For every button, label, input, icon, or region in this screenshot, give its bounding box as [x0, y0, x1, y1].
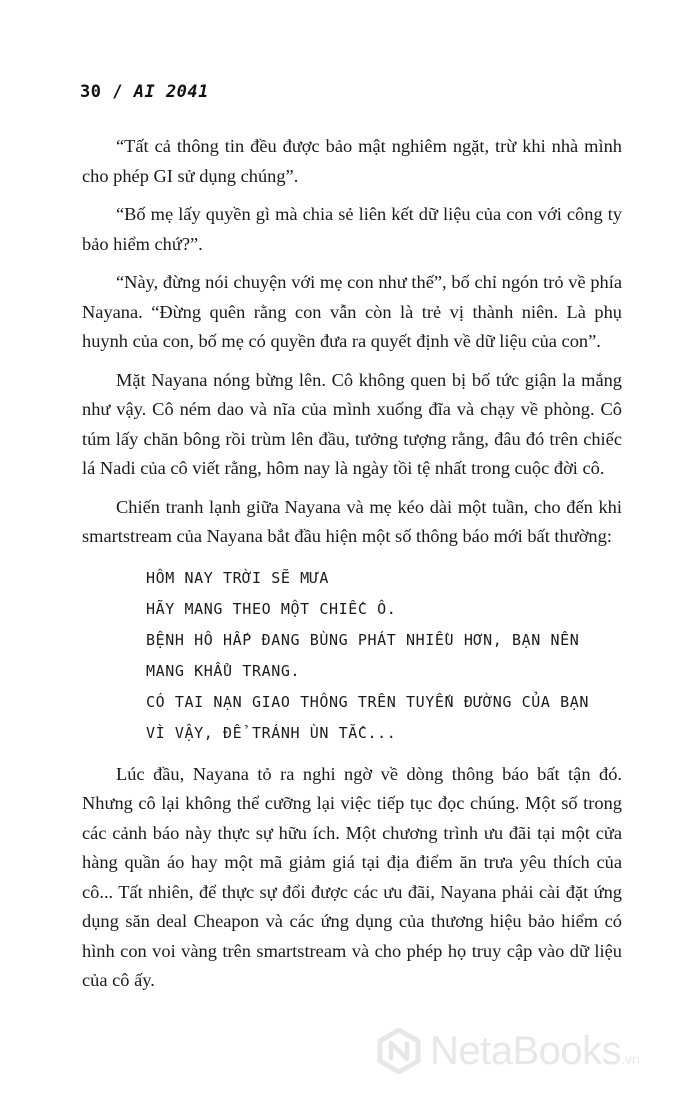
notification-line: HÔM NAY TRỜI SẼ MƯA	[146, 568, 329, 587]
watermark-brand: NetaBooks	[430, 1028, 622, 1073]
watermark	[376, 1026, 640, 1076]
notification-line: CÓ TAI NẠN GIAO THÔNG TRÊN TUYẾN ĐƯỜNG CỦA BẠN	[146, 692, 590, 711]
paragraph: “Bố mẹ lấy quyền gì mà chia sẻ liên kết dữ liệu của con với công ty bảo hiểm chứ?”.	[82, 204, 622, 254]
paragraph: Lúc đầu, Nayana tỏ ra nghi ngờ về dòng thông báo bất tận đó. Nhưng cô lại không thể cưỡng lại việc tiếp tục đọc chúng. Một số trong các cảnh báo này thực sự hữu ích. Một chương trình ưu đãi tại một cửa hàng quần áo hay một mã giảm giá tại địa điểm ăn trưa yêu thích của cô... Tất nhiên, để thực sự đổi được các ưu đãi, Nayana phải cài đặt ứng dụng săn deal Cheapon và các ứng dụng của thương hiệu bảo hiểm có hình con voi vàng trên smartstream và cho phép họ truy cập vào dữ liệu của cô ấy.	[82, 763, 622, 990]
header-separator: /	[112, 82, 123, 102]
watermark-suffix: .vn	[621, 1050, 640, 1067]
paragraph: Chiến tranh lạnh giữa Nayana và mẹ kéo dài một tuần, cho đến khi smartstream của Nayana bắt đầu hiện một số thông báo mới bất thường:	[82, 496, 622, 546]
book-title: AI 2041	[133, 82, 209, 102]
notification-list	[146, 563, 622, 748]
paragraph: “Này, đừng nói chuyện với mẹ con như thế”, bố chỉ ngón trỏ về phía Nayana. “Đừng quên rằng con vẫn còn là trẻ vị thành niên. Là phụ huynh của con, bố mẹ có quyền đưa ra quyết định về dữ liệu của con”.	[82, 272, 622, 351]
running-header	[80, 82, 209, 102]
paragraph: “Tất cả thông tin đều được bảo mật nghiêm ngặt, trừ khi nhà mình cho phép GI sử dụng chúng”.	[82, 136, 622, 186]
notification-line: VÌ VẬY, ĐỂ TRÁNH ÙN TẮC...	[146, 723, 397, 742]
paragraph: Mặt Nayana nóng bừng lên. Cô không quen bị bố tức giận la mắng như vậy. Cô ném dao và nĩa của mình xuống đĩa và chạy về phòng. Cô túm lấy chăn bông rồi trùm lên đầu, tưởng tượng rằng, đâu đó trên chiếc lá Nadi của cô viết rằng, hôm nay là ngày tồi tệ nhất trong cuộc đời cô.	[82, 369, 622, 478]
watermark-text	[430, 1029, 640, 1074]
page-number: 30	[80, 82, 102, 102]
notification-line: HÃY MANG THEO MỘT CHIẾC Ô.	[146, 599, 397, 618]
notification-line: BỆNH HÔ HẤP ĐANG BÙNG PHÁT NHIỀU HƠN, BẠN NÊN	[146, 630, 580, 649]
netabooks-logo-icon	[376, 1028, 422, 1074]
page-body	[82, 132, 622, 1005]
notification-line: MANG KHẨU TRANG.	[146, 661, 301, 680]
